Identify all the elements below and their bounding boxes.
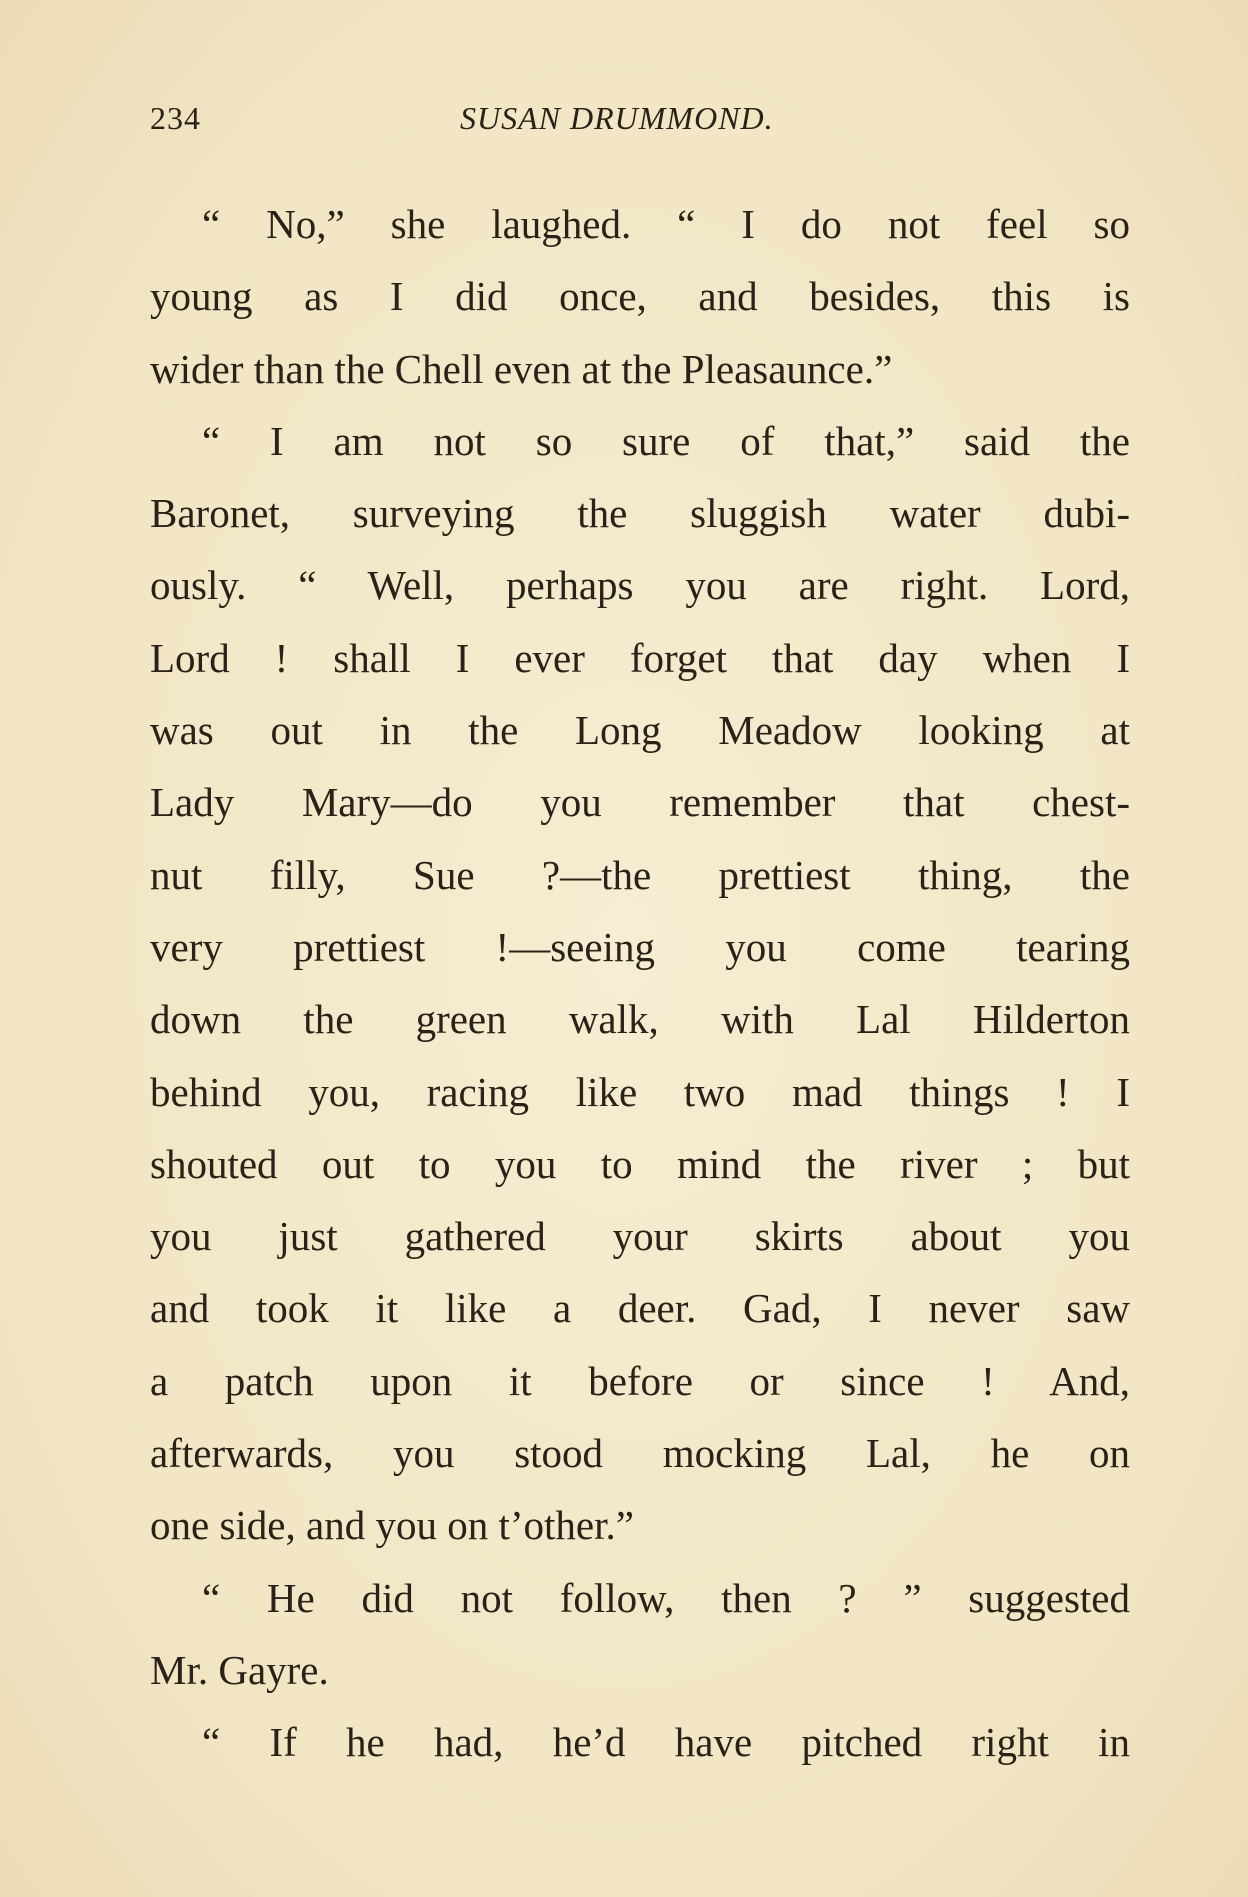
text-line: ously. “ Well, perhaps you are right. Lord,	[150, 562, 1130, 609]
text-line: one side, and you on t’other.”	[150, 1502, 634, 1549]
text-line: afterwards, you stood mocking Lal, he on	[150, 1430, 1130, 1477]
page-number: 234	[150, 100, 201, 136]
page-header	[150, 100, 1130, 150]
text-line: “ I am not so sure of that,” said the	[202, 417, 1130, 464]
text-line: Mr. Gayre.	[150, 1646, 329, 1693]
text-line: “ If he had, he’d have pitched right in	[202, 1719, 1130, 1766]
text-line: Lady Mary—do you remember that chest-	[150, 779, 1130, 826]
text-line: Baronet, surveying the sluggish water dubi-	[150, 490, 1130, 537]
text-line: was out in the Long Meadow looking at	[150, 707, 1130, 754]
text-line: a patch upon it before or since ! And,	[150, 1357, 1130, 1404]
running-head: SUSAN DRUMMOND.	[460, 100, 774, 136]
text-line: down the green walk, with Lal Hilderton	[150, 996, 1130, 1043]
text-line: Lord ! shall I ever forget that day when I	[150, 634, 1130, 681]
text-line: you just gathered your skirts about you	[150, 1213, 1130, 1260]
text-line: behind you, racing like two mad things ! I	[150, 1068, 1130, 1115]
text-line: shouted out to you to mind the river ; but	[150, 1140, 1130, 1187]
text-line: and took it like a deer. Gad, I never saw	[150, 1285, 1130, 1332]
text-line: nut filly, Sue ?—the prettiest thing, the	[150, 851, 1130, 898]
body-text	[150, 188, 1130, 1779]
text-line: “ He did not follow, then ? ” suggested	[202, 1574, 1130, 1621]
text-line: young as I did once, and besides, this is	[150, 273, 1130, 320]
text-line: “ No,” she laughed. “ I do not feel so	[202, 201, 1130, 247]
text-line: very prettiest !—seeing you come tearing	[150, 923, 1130, 970]
text-line: wider than the Chell even at the Pleasaunce.”	[150, 345, 893, 392]
